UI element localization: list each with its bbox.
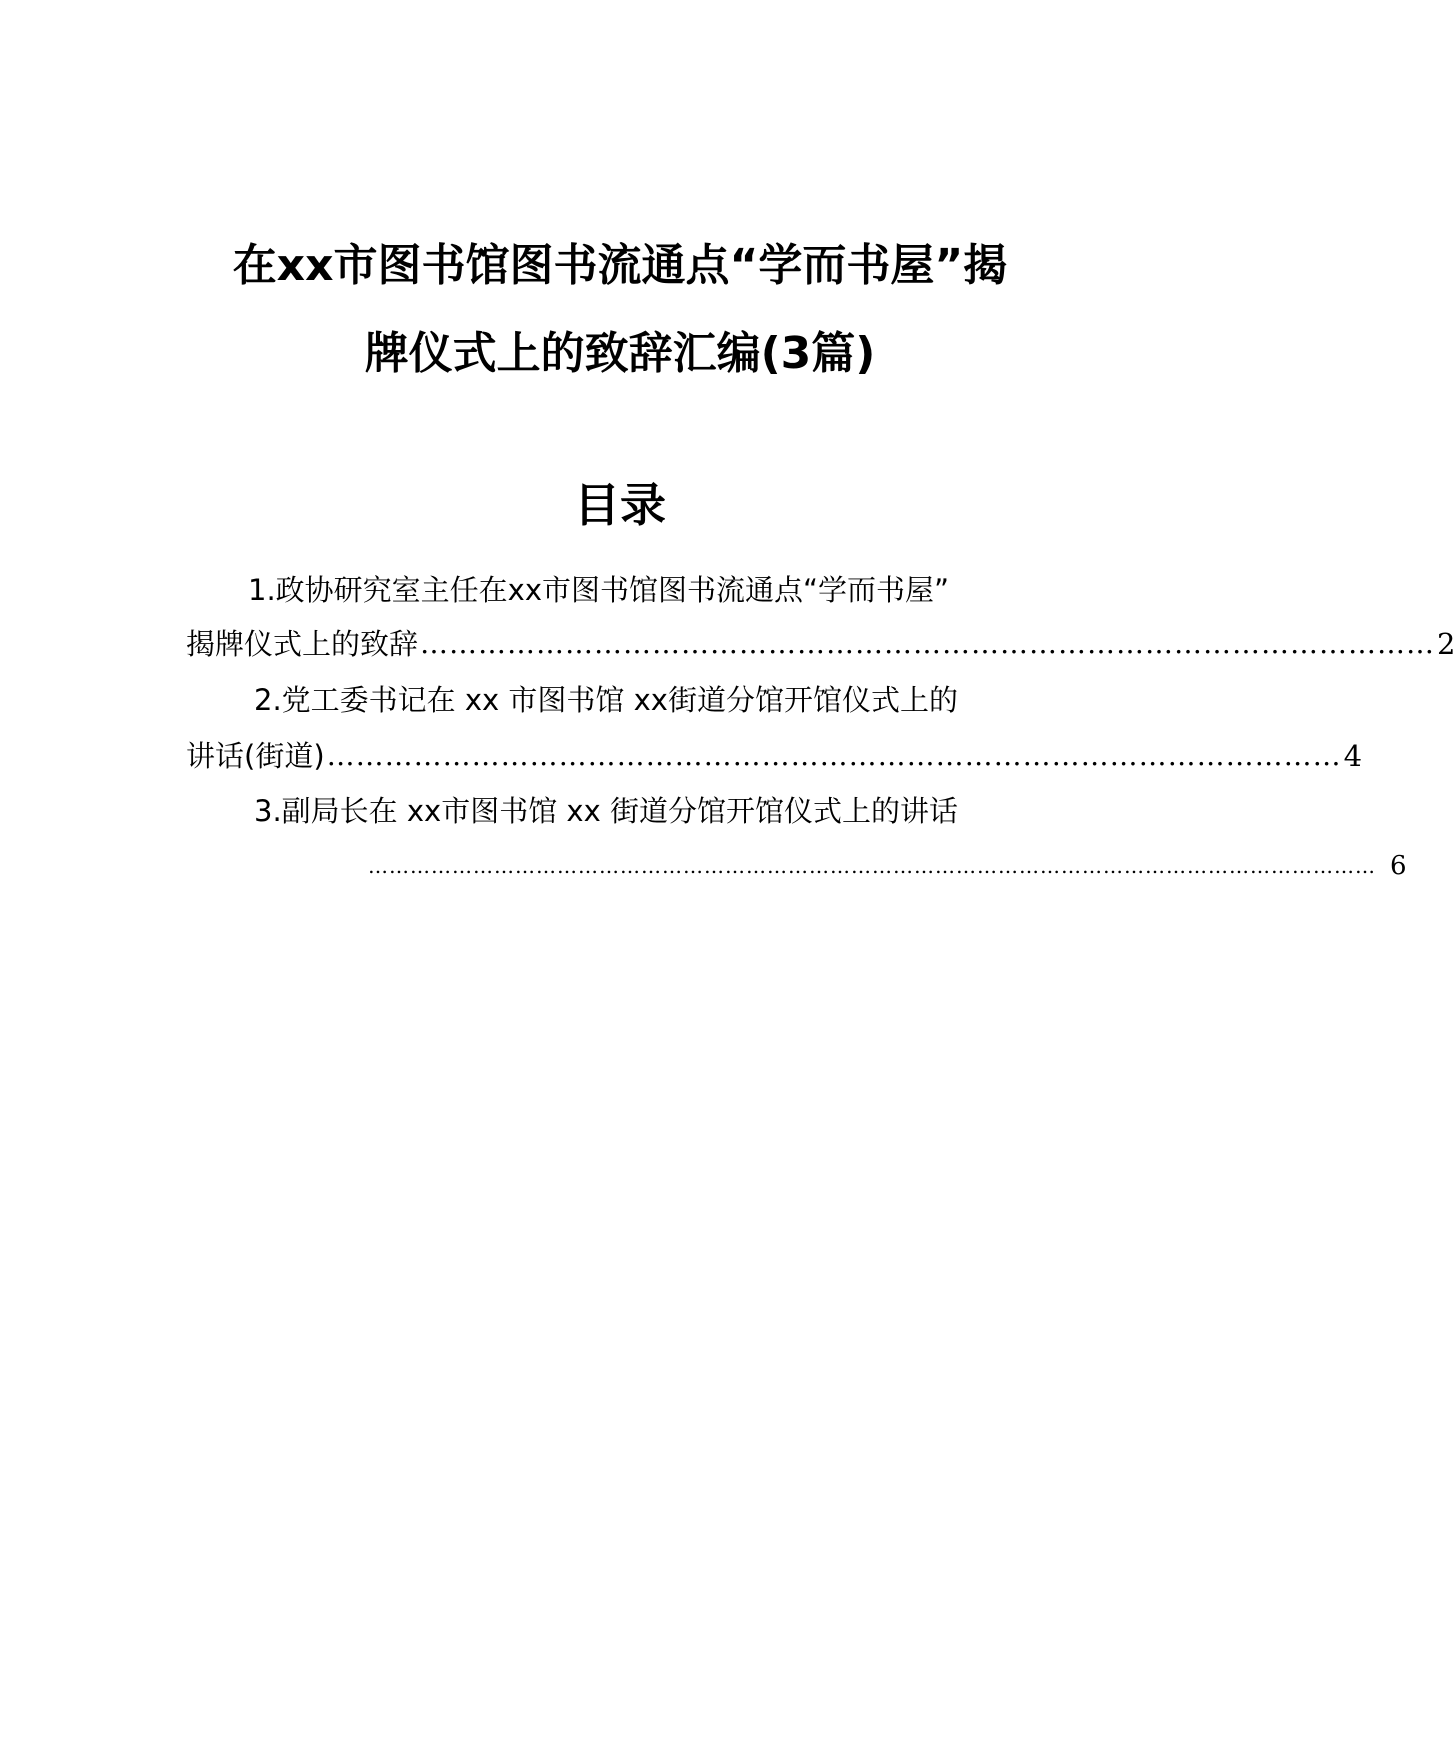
toc-entry-3-text: 3.副局长在 xx市图书馆 xx 街道分馆开馆仪式上的讲话 [254, 794, 958, 828]
toc-entry-2-text-cont: 讲话(街道) [186, 739, 325, 773]
toc-entry-2-line-1[interactable] [254, 680, 958, 720]
document-title-line-1: 在xx市图书馆图书流通点“学而书屋”揭 [232, 240, 1008, 291]
toc-entry-2-page: 4 [1343, 739, 1363, 773]
toc-entry-2-text: 2.党工委书记在 xx 市图书馆 xx街道分馆开馆仪式上的 [254, 683, 958, 717]
toc-entry-1-text: 1.政协研究室主任在xx市图书馆图书流通点“学而书屋” [248, 573, 950, 607]
document-title-line-2: 牌仪式上的致辞汇编(3篇) [364, 328, 876, 379]
toc-entry-3-page: 6 [1390, 851, 1407, 881]
toc-entry-1-page: 2 [1437, 627, 1455, 661]
toc-entry-1-line-2[interactable] [186, 624, 1455, 664]
toc-leader-dots: …………………………………………………………………………………………… [420, 627, 1436, 660]
toc-entry-3-line-2[interactable] [366, 846, 1407, 886]
toc-entry-3-line-1[interactable] [254, 791, 958, 831]
toc-entry-1-text-cont: 揭牌仪式上的致辞 [186, 627, 419, 661]
toc-heading: 目录 [574, 478, 666, 532]
toc-entry-1-line-1[interactable] [248, 570, 949, 610]
toc-entry-2-line-2[interactable] [186, 736, 1363, 776]
toc-leader-dots: ……………………………………………………………………………………………………………………………… [368, 854, 1376, 878]
toc-leader-dots: …………………………………………………………………………………………… [326, 739, 1342, 772]
